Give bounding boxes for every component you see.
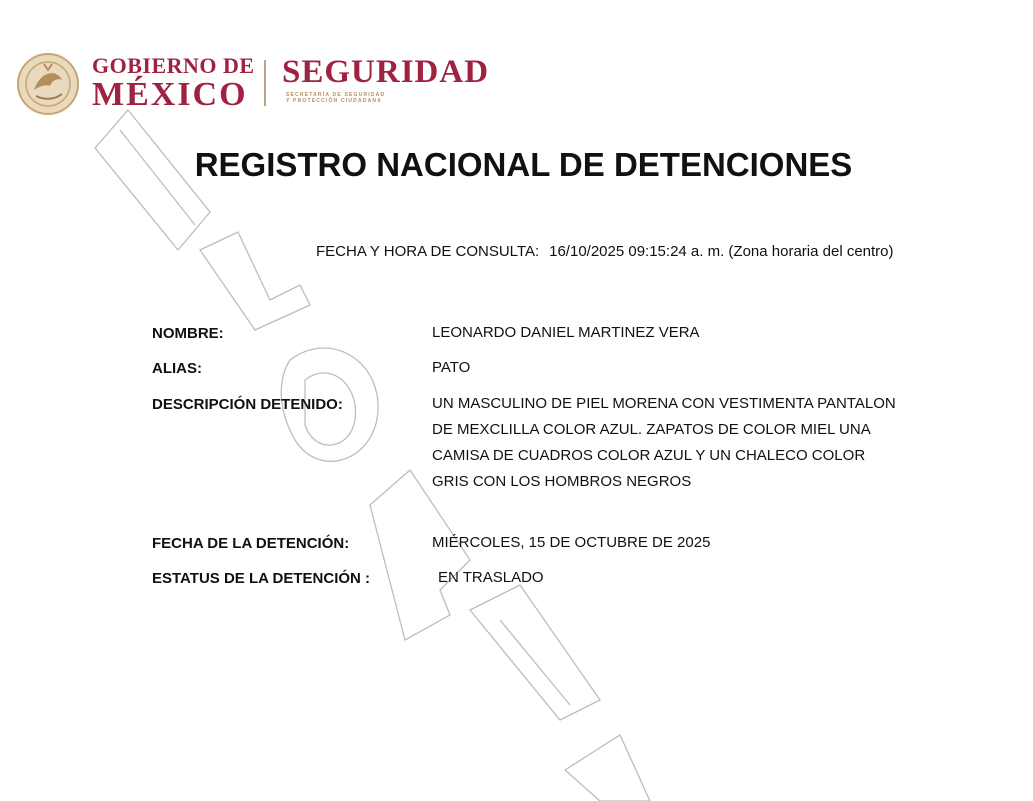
consulta-value: 16/10/2025 09:15:24 a. m. (Zona horaria del centro)	[549, 243, 894, 260]
logo-separator	[264, 60, 266, 106]
header-logo	[14, 48, 534, 118]
descripcion-value: UN MASCULINO DE PIEL MORENA CON VESTIMENTA PANTALON DE MEXCLILLA COLOR AZUL. ZAPATOS DE COLOR MIEL UNA CAMISA DE CUADROS COLOR AZUL Y UN CHALECO COLOR GRIS CON LOS HOMBROS NEGROS	[432, 395, 896, 490]
seguridad-subtitle-line2: Y PROTECCIÓN CIUDADANA	[286, 98, 383, 104]
seguridad-subtitle	[286, 92, 385, 104]
seguridad-wordmark: SEGURIDAD	[282, 54, 490, 90]
estatus-value: EN TRASLADO	[438, 569, 544, 586]
nombre-value: LEONARDO DANIEL MARTINEZ VERA	[432, 324, 700, 341]
page-title-text: REGISTRO NACIONAL DE DETENCIONES	[194, 146, 853, 183]
fecha-detencion-label: FECHA DE LA DETENCIÓN:	[152, 535, 350, 552]
descripcion-label: DESCRIPCIÓN DETENIDO:	[152, 396, 343, 413]
alias-value: PATO	[432, 359, 471, 376]
consulta-datetime	[316, 243, 894, 260]
alias-label: ALIAS:	[152, 360, 202, 377]
national-emblem-icon	[14, 50, 86, 116]
nombre-label: NOMBRE:	[152, 325, 224, 342]
seguridad-subtitle-line1: SECRETARÍA DE SEGURIDAD	[286, 92, 386, 98]
consulta-label: FECHA Y HORA DE CONSULTA:	[316, 243, 540, 260]
estatus-label: ESTATUS DE LA DETENCIÓN :	[152, 570, 371, 587]
mexico-line: MÉXICO	[92, 76, 248, 113]
gobierno-line: GOBIERNO DE	[92, 53, 255, 78]
gobierno-de-mexico-wordmark	[92, 54, 255, 112]
fecha-detencion-value: MIÉRCOLES, 15 DE OCTUBRE DE 2025	[432, 534, 711, 551]
page-title	[0, 146, 1033, 184]
